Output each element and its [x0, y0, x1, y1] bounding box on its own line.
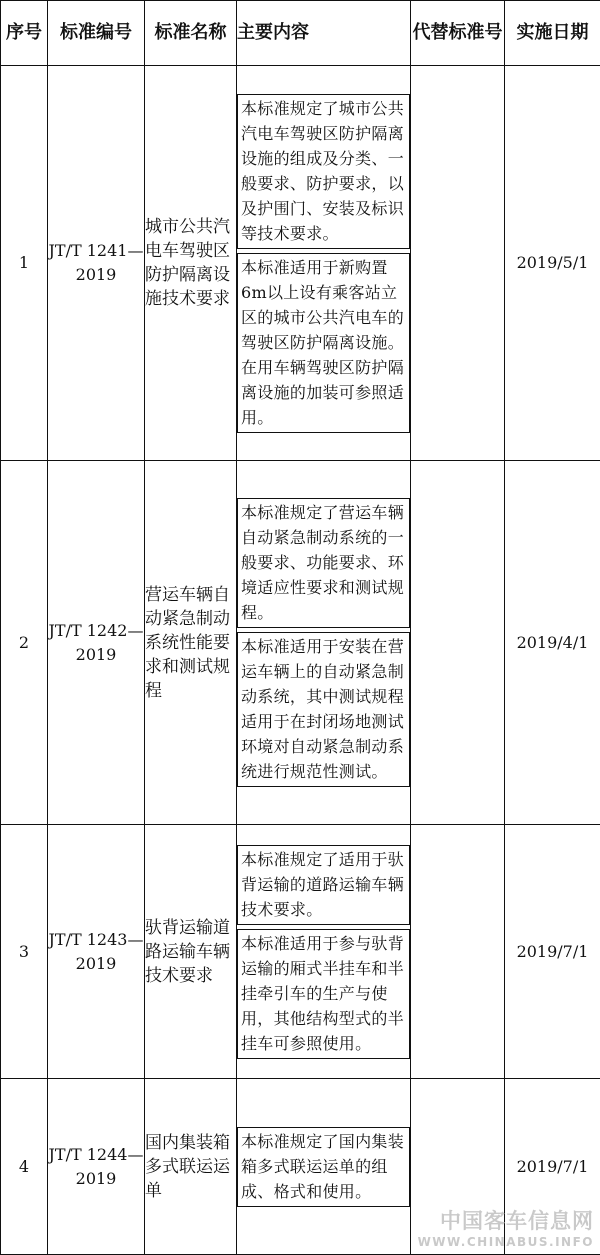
cell-content: [237, 825, 411, 1079]
cell-date: 2019/7/1: [505, 1079, 600, 1255]
cell-replace: [411, 66, 505, 461]
header-replace: 代替标准号: [411, 1, 505, 66]
cell-code: JT/T 1244—2019: [48, 1079, 145, 1255]
cell-seq: 2: [1, 461, 48, 825]
header-content: 主要内容: [237, 1, 411, 66]
cell-date: 2019/5/1: [505, 66, 600, 461]
cell-name: 国内集装箱多式联运运单: [145, 1079, 237, 1255]
cell-name: 驮背运输道路运输车辆技术要求: [145, 825, 237, 1079]
cell-seq: 3: [1, 825, 48, 1079]
content-box: 本标准适用于新购置6m以上设有乘客站立区的城市公共汽电车的驾驶区防护隔离设施。在用车辆驾驶区防护隔离设施的加装可参照适用。: [237, 253, 410, 433]
content-box: 本标准规定了营运车辆自动紧急制动系统的一般要求、功能要求、环境适应性要求和测试规程。: [237, 498, 410, 628]
cell-replace: [411, 461, 505, 825]
table-row: [1, 66, 600, 461]
cell-replace: [411, 825, 505, 1079]
watermark-en: WWW.CHINABUS.INFO: [418, 1235, 594, 1249]
content-box: 本标准规定了城市公共汽电车驾驶区防护隔离设施的组成及分类、一般要求、防护要求，以及护围门、安装及标识等技术要求。: [237, 94, 410, 249]
cell-code: JT/T 1242—2019: [48, 461, 145, 825]
header-name: 标准名称: [145, 1, 237, 66]
cell-date: 2019/7/1: [505, 825, 600, 1079]
table-row: [1, 461, 600, 825]
table-row: [1, 825, 600, 1079]
header-date: 实施日期: [505, 1, 600, 66]
cell-date: 2019/4/1: [505, 461, 600, 825]
header-row: [1, 1, 600, 66]
cell-code: JT/T 1243—2019: [48, 825, 145, 1079]
content-box: 本标准适用于参与驮背运输的厢式半挂车和半挂牵引车的生产与使用，其他结构型式的半挂车可参照使用。: [237, 929, 410, 1059]
watermark: [418, 1205, 594, 1249]
content-box: 本标准规定了适用于驮背运输的道路运输车辆技术要求。: [237, 845, 410, 925]
cell-content: [237, 66, 411, 461]
watermark-cn: 中国客车信息网: [418, 1205, 594, 1235]
cell-content: [237, 1079, 411, 1255]
cell-seq: 4: [1, 1079, 48, 1255]
content-box: 本标准适用于安装在营运车辆上的自动紧急制动系统，其中测试规程适用于在封闭场地测试环境对自动紧急制动系统进行规范性测试。: [237, 632, 410, 787]
header-seq: 序号: [1, 1, 48, 66]
cell-seq: 1: [1, 66, 48, 461]
cell-content: [237, 461, 411, 825]
cell-code: JT/T 1241—2019: [48, 66, 145, 461]
cell-name: 城市公共汽电车驾驶区防护隔离设施技术要求: [145, 66, 237, 461]
header-code: 标准编号: [48, 1, 145, 66]
content-box: 本标准规定了国内集装箱多式联运运单的组成、格式和使用。: [237, 1127, 410, 1207]
cell-name: 营运车辆自动紧急制动系统性能要求和测试规程: [145, 461, 237, 825]
